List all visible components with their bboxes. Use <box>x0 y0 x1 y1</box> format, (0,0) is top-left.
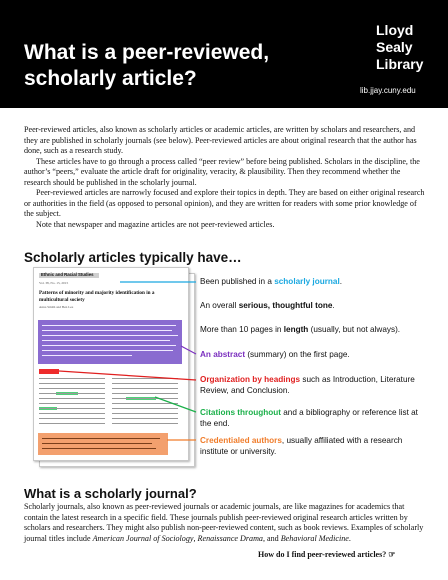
logo-line-2: Sealy <box>376 39 413 55</box>
callout-citations: Citations throughout and a bibliography or reference list at the end. <box>200 408 418 428</box>
library-logo <box>376 22 432 73</box>
intro-paragraph: Note that newspaper and magazine articles are not peer-reviewed articles. <box>36 219 275 229</box>
intro-text <box>24 125 426 230</box>
callout-headings: Organization by headings such as Introduction, Literature Review, and Conclusion. <box>200 375 415 395</box>
pointing-hand-icon: ☞ <box>388 550 396 559</box>
intro-paragraph: Peer-reviewed articles, also known as scholarly articles or academic articles, are written by scholars and researchers, and they are published in scholarly journals (see below). Peer-reviewed articles are about original research that the author has done, such as a research study. <box>24 125 417 155</box>
article-page-front <box>33 267 189 461</box>
article-authors: Anna Smith and Ben Lee <box>39 305 74 309</box>
next-page-link[interactable]: How do I find peer-reviewed articles? ☞ <box>258 550 396 559</box>
heading-highlight <box>39 369 59 374</box>
header-banner <box>0 0 448 108</box>
callout-journal: Been published in a scholarly journal. <box>200 277 343 286</box>
callout-tone: An overall serious, thoughtful tone. <box>200 301 335 310</box>
callout-abstract: An abstract (summary) on the first page. <box>200 350 350 359</box>
journal-text: Scholarly journals, also known as peer-reviewed journals or academic journals, are like magazines for academics that contain the latest research in a specific field. These journals publish peer-reviewed original research articles written by scholars and researchers. They might also publish non-peer-reviewed content, such as book reviews. Examples of scholarly journal titles include American Journal of Sociology, Renaissance Drama, and Behavioral Medicine. <box>24 502 424 543</box>
callout-authors: Credentialed authors, usually affiliated with a research institute or university. <box>200 436 403 456</box>
abstract-highlight <box>38 320 182 364</box>
callout-length: More than 10 pages in length (usually, but not always). <box>200 325 401 334</box>
article-illustration <box>33 267 195 467</box>
journal-heading: What is a scholarly journal? <box>24 486 197 501</box>
library-url[interactable]: lib.jjay.cuny.edu <box>360 86 416 95</box>
section-heading: Scholarly articles typically have… <box>24 250 242 265</box>
article-title: Patterns of minority and majority identification in a multicultural society <box>39 290 155 303</box>
article-citation: Vol. 38, No. 15, 2015 <box>39 281 69 285</box>
logo-line-1: Lloyd <box>376 22 414 38</box>
author-credentials-highlight <box>38 433 168 455</box>
logo-line-3: Library <box>376 56 424 72</box>
scholarly-journal-link[interactable]: scholarly journal <box>274 277 340 286</box>
page-title: What is a peer-reviewed, scholarly article? <box>24 41 270 90</box>
intro-paragraph: These articles have to go through a process called “peer review” before being published. Scholars in the discipline, the author’s “peers,” evaluate the article draft for originality, veracity, & plausibility. Then they recommend whether the research should be published in the scholarly journal. <box>24 156 420 187</box>
article-journal-name: Ethnic and Racial Studies <box>41 272 94 277</box>
intro-paragraph: Peer-reviewed articles are narrowly focused and explore their topics in depth. They are based on either original research or authorities in the field (as opposed to personal opinion), and they are written for readers with some prior knowledge of the subject. <box>24 188 425 218</box>
